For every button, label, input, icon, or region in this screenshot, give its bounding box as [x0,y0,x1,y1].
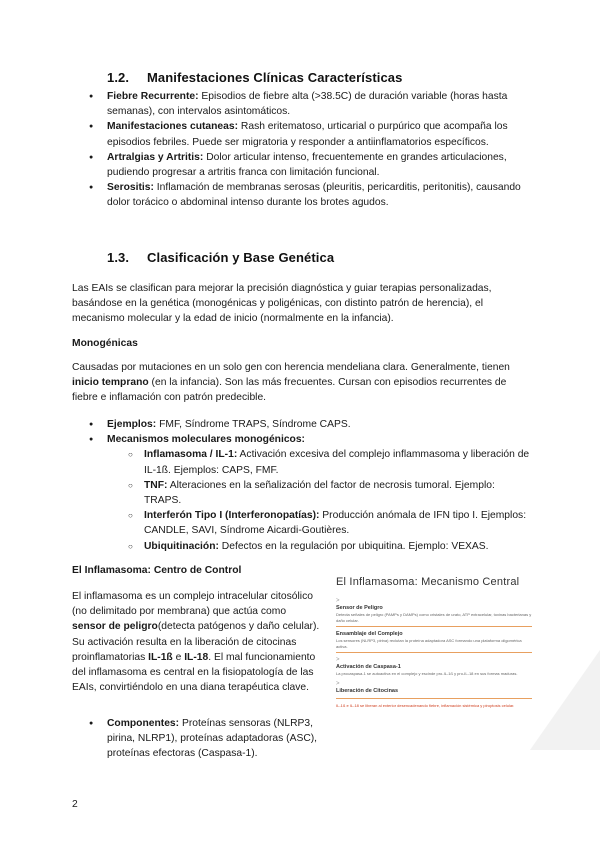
mechanisms-sublist [144,447,532,553]
figure-block-label: Ensamblaje del Complejo [336,631,403,638]
figure-block-text: Detecta señales de peligro (PAMPs y DAMPs) como cristales de urato, ATP extracelular, toxinas bacterianas y daño celular. [336,612,532,623]
list-item: ● Mecanismos moleculares monogénicos: ○ Inflamasoma / IL-1: Activación excesiva del complejo inflammasoma y liberación de IL-1ß. Ejemplos: CAPS, FMF. ○ TNF: Alteraciones en la señalización del factor de necrosis tumoral. Ejemplo: TRAPS. ○ Interferón Tipo I (Interferonopatías): Producción anómala de IFN tipo I. Ejemplos: CANDLE, SAVI, Síndrome Aicardi-Goutières. ○ Ubiquitinación: Defectos en la regulación por ubiquitina. Ejemplo: VEXAS. [107,432,532,554]
inflamasoma-figure [336,575,532,757]
section-title: Manifestaciones Clínicas Características [147,70,403,85]
figure-block-text: Los sensores (NLRP3, pirina) reclutan la proteína adaptadora ASC formando una plataforma oligomérica activa. [336,638,522,649]
list-item: ● Fiebre Recurrente: Episodios de fiebre alta (>38.5C) de duración variable (horas hasta semanas), con intervalos asintomáticos. [107,89,527,119]
sublist-item: ○ Interferón Tipo I (Interferonopatías): Producción anómala de IFN tipo I. Ejemplos: CANDLE, SAVI, Síndrome Aicardi-Goutières. [144,508,532,538]
section-1-2-heading [107,70,402,85]
chevron-right-icon: > [336,657,340,664]
monogenicas-paragraph: Causadas por mutaciones en un solo gen con herencia mendeliana clara. Generalmente, tienen inicio temprano (en la infancia). Son las más frecuentes. Cursan con episodios recurrentes de fiebre e inflamación con patrón predecible. [72,362,510,404]
chevron-right-icon: > [336,680,340,687]
divider [336,698,532,699]
figure-block-label: Sensor de Peligro [336,605,383,612]
section-1-3-heading [107,250,334,265]
clinical-manifestations-list [107,89,527,211]
sublist-item: ○ Ubiquitinación: Defectos en la regulación por ubiquitina. Ejemplo: VEXAS. [144,539,532,554]
section-number: 1.2. [107,70,130,85]
list-item: ● Manifestaciones cutaneas: Rash eritematoso, urticarial o purpúrico que acompaña los episodios febriles. Puede ser migratoria y responder a antiinflamatorios específicos. [107,119,527,149]
page-corner-watermark [530,650,600,750]
divider [336,626,532,627]
page-number: 2 [72,799,78,810]
figure-block-text: IL-1ß e IL-18 se liberan al exterior desencadenando fiebre, inflamación sistémica y piroptosis celular. [336,702,515,708]
figure-block-label: Liberación de Citocinas [336,687,399,694]
monogenicas-heading: Monogénicas [72,338,138,349]
sublist-item: ○ TNF: Alteraciones en la señalización del factor de necrosis tumoral. Ejemplo: TRAPS. [144,478,532,508]
classification-intro: Las EAIs se clasifican para mejorar la precisión diagnóstica y guiar terapias personalizadas, basándose en la genética (monogénicas y poligénicas, con distinto patrón de herencia), el mecanismo molecular y la edad de inicio (normalmente en la infancia). [72,283,492,325]
list-item: ● Artralgias y Artritis: Dolor articular intenso, frecuentemente en grandes articulaciones, pudiendo progresar a artritis franca con limitación funcional. [107,150,527,180]
monogenicas-list [107,417,532,554]
section-title: Clasificación y Base Genética [147,250,335,265]
list-item: ● Componentes: Proteínas sensoras (NLRP3, pirina, NLRP1), proteínas adaptadoras (ASC), proteínas efectoras (Caspasa-1). [107,716,329,762]
figure-block-text: La procaspasa-1 se autoactiva en el complejo y escinde pro-IL-1ß y pro-IL-18 en sus formas maduras. [336,671,518,677]
componentes-list [107,716,329,762]
list-item: ● Ejemplos: FMF, Síndrome TRAPS, Síndrome CAPS. [107,417,532,432]
figure-block-label: Activación de Caspasa-1 [336,664,401,671]
inflamasoma-paragraph: El inflamasoma es un complejo intracelular citosólico (no delimitado por membrana) que actúa como sensor de peligro(detecta patógenos y daño celular). Su activación resulta en la liberación de citocinas proinflamatorias IL-1ß e IL-18. El mal funcionamiento del inflamasoma es central en la fisiopatología de las EAIs, convirtiéndolo en una diana terapéutica clave. [72,591,320,694]
sublist-item: ○ Inflamasoma / IL-1: Activación excesiva del complejo inflammasoma y liberación de IL-1ß. Ejemplos: CAPS, FMF. [144,447,532,477]
figure-title: El Inflamasoma: Mecanismo Central [336,576,520,588]
inflamasoma-heading: El Inflamasoma: Centro de Control [72,565,242,576]
list-item: ● Serositis: Inflamación de membranas serosas (pleuritis, pericarditis, peritonitis), causando dolor torácico o abdominal intenso durante los brotes agudos. [107,180,527,210]
divider [336,652,532,653]
chevron-right-icon: > [336,598,340,605]
section-number: 1.3. [107,250,130,265]
